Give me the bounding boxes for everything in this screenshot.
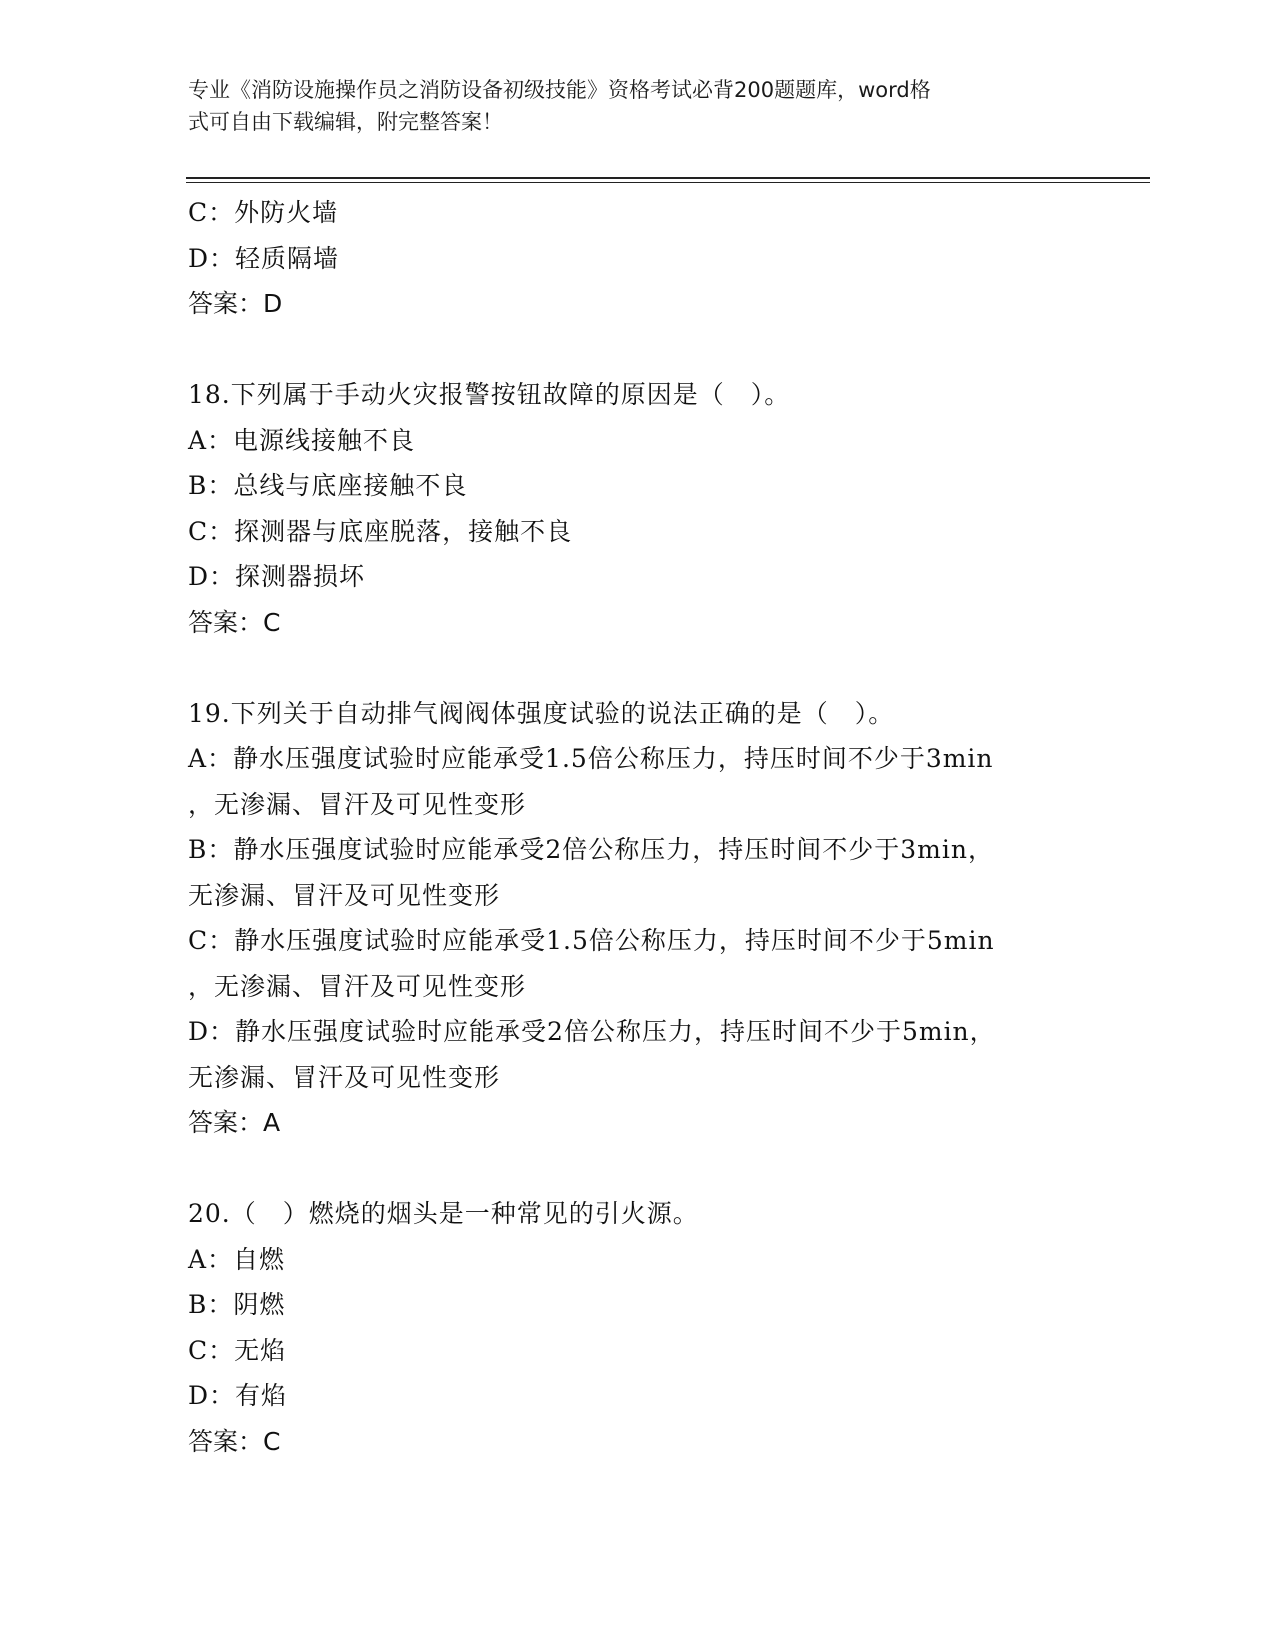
q19-option-c-line1: C：静水压强度试验时应能承受1.5倍公称压力，持压时间不少于5min [188,926,995,955]
q20-option-c: C：无焰 [188,1335,287,1365]
q18-option-a: A：电源线接触不良 [188,425,416,455]
q17-option-d: D：轻质隔墙 [188,243,340,273]
q17-answer: 答案：D [188,289,283,318]
q19-option-a-line2: ，无渗漏、冒汗及可见性变形 [188,789,527,819]
q18-option-c: C：探测器与底座脱落，接触不良 [188,516,573,546]
header-divider-thin [186,182,1150,183]
header-line-1: 专业《消防设施操作员之消防设备初级技能》资格考试必背200题题库，word格 [188,78,931,102]
q19-option-d-line1: D：静水压强度试验时应能承受2倍公称压力，持压时间不少于5min， [188,1017,996,1046]
document-header [188,74,1088,138]
q20-option-b: B：阴燃 [188,1290,286,1319]
q18-option-d: D：探测器损坏 [188,562,366,591]
q18-option-b: B：总线与底座接触不良 [188,471,468,500]
header-divider-thick [186,177,1150,179]
q19-stem: 19.下列关于自动排气阀阀体强度试验的说法正确的是（ ）。 [188,698,895,728]
q18-stem: 18.下列属于手动火灾报警按钮故障的原因是（ ）。 [188,380,791,409]
q20-stem: 20.（ ）燃烧的烟头是一种常见的引火源。 [188,1199,699,1228]
q20-option-a: A：自燃 [188,1244,286,1274]
q18-answer: 答案：C [188,607,281,637]
q20-option-d: D：有焰 [188,1381,288,1410]
q20-answer: 答案：C [188,1426,281,1456]
q19-option-b-line1: B：静水压强度试验时应能承受2倍公称压力，持压时间不少于3min， [188,835,994,864]
q17-option-c: C：外防火墙 [188,198,339,227]
q19-option-d-line2: 无渗漏、冒汗及可见性变形 [188,1062,501,1092]
spacer [188,327,1088,373]
q19-option-b-line2: 无渗漏、冒汗及可见性变形 [188,880,501,910]
spacer [188,645,1088,691]
q19-option-a-line1: A：静水压强度试验时应能承受1.5倍公称压力，持压时间不少于3min [188,744,994,773]
spacer [188,1146,1088,1192]
q19-option-c-line2: ，无渗漏、冒汗及可见性变形 [188,971,527,1001]
question-list [188,190,1088,1464]
q19-answer: 答案：A [188,1108,281,1137]
header-line-2: 式可自由下载编辑，附完整答案！ [188,110,503,134]
